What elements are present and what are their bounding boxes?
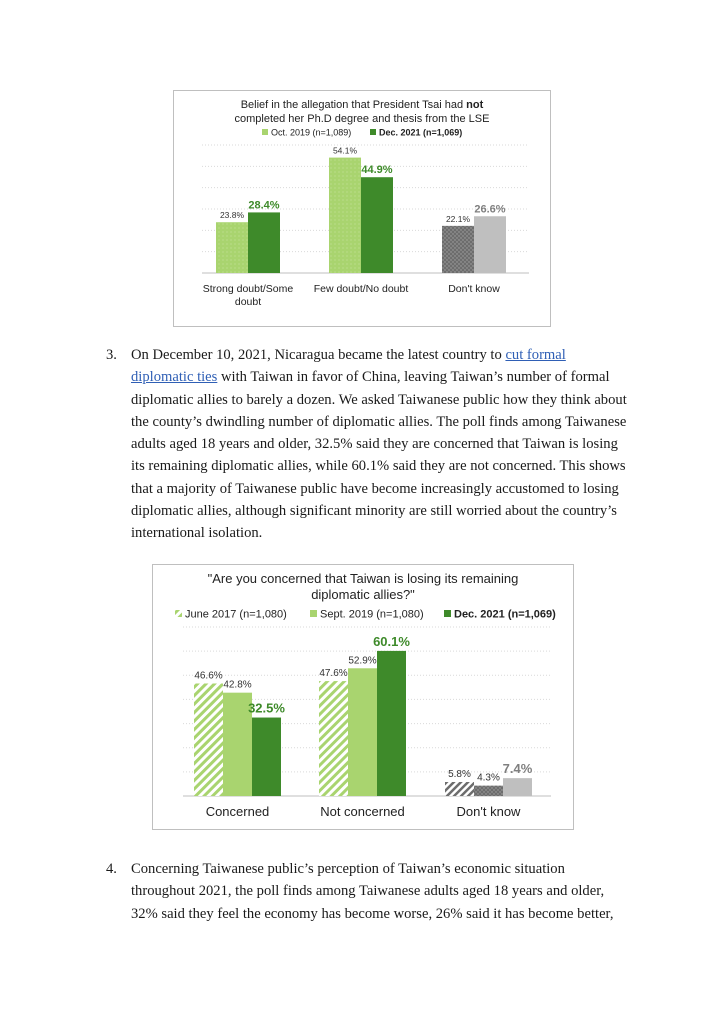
chart1-bar xyxy=(216,222,248,273)
chart-diplomatic-allies xyxy=(152,564,574,830)
chart2-bar xyxy=(252,718,281,796)
paragraph-4: Concerning Taiwanese public’s perception of Taiwan’s economic situation throughout 2021, the poll finds among Taiwanese adults aged 18 years and older, 32% said they feel the economy has become worse, 26% said it has become better, xyxy=(131,861,614,922)
chart1-legend xyxy=(262,128,462,138)
cut-formal-ties-link[interactable]: cut formal diplomatic ties xyxy=(131,347,566,386)
chart2-data-label: 52.9% xyxy=(348,655,377,667)
chart2-legend-swatch-2 xyxy=(444,610,451,617)
chart2-bar xyxy=(503,778,532,796)
chart1-title-line1: Belief in the allegation that President Tsai had not xyxy=(240,99,484,111)
chart2-legend-swatch-1 xyxy=(310,610,317,617)
chart2-title-line2: diplomatic allies?" xyxy=(311,587,415,602)
chart1-bar xyxy=(442,226,474,273)
chart1-category-label: Few doubt/No doubt xyxy=(313,283,409,295)
chart1-category-label: Don't know xyxy=(448,283,500,295)
chart2-legend-label-0: June 2017 (n=1,080) xyxy=(185,608,287,621)
chart2-category-labels xyxy=(206,804,521,819)
chart1-bar xyxy=(248,212,280,273)
chart2-title-line1: "Are you concerned that Taiwan is losing its remaining xyxy=(207,571,519,586)
chart2-data-label: 7.4% xyxy=(502,761,533,777)
chart1-legend-label-1: Dec. 2021 (n=1,069) xyxy=(379,127,463,138)
chart2-data-label: 42.8% xyxy=(223,679,252,691)
chart1-legend-swatch-1 xyxy=(370,129,376,135)
chart1-category-label: doubt xyxy=(234,296,262,308)
para3-text-2: with Taiwan in favor of China, leaving Taiwan’s number of formal diplomatic allies to barely a dozen. We asked Taiwanese public how they think about the county’s dwindling number of diplomatic allies. The poll finds among Taiwanese adults aged 18 years and older, 32.5% said they are concerned that Taiwan is losing its remaining diplomatic allies, while 60.1% said they are not concerned. This shows that a majority of Taiwanese public have become increasingly accustomed to losing diplomatic allies, although significant minority are still worried about the country’s international isolation. xyxy=(131,369,627,542)
item-number-4: 4. xyxy=(106,861,117,877)
chart2-bar xyxy=(377,651,406,796)
chart2-legend xyxy=(175,609,556,621)
chart1-title-line2: completed her Ph.D degree and thesis from the LSE xyxy=(234,113,490,125)
chart2-bar xyxy=(319,681,348,796)
item-number-3: 3. xyxy=(106,347,117,363)
chart1-data-label: 28.4% xyxy=(248,199,280,212)
chart2-bar xyxy=(474,786,503,796)
chart2-bar xyxy=(194,683,223,796)
chart-diplomatic-allies-svg xyxy=(153,565,573,829)
chart1-legend-label-0: Oct. 2019 (n=1,089) xyxy=(271,127,352,138)
chart2-legend-swatch-0 xyxy=(175,610,182,617)
chart2-data-label: 4.3% xyxy=(477,772,500,784)
chart1-data-label: 23.8% xyxy=(219,210,245,221)
paragraph-3 xyxy=(131,344,631,545)
chart2-legend-label-1: Sept. 2019 (n=1,080) xyxy=(320,608,424,621)
chart2-bar xyxy=(348,668,377,796)
chart2-category-label: Not concerned xyxy=(320,804,405,819)
chart1-bar xyxy=(329,158,361,273)
chart2-data-label: 47.6% xyxy=(319,668,348,680)
chart1-data-label: 26.6% xyxy=(474,203,506,216)
chart2-bar xyxy=(445,782,474,796)
chart-phd-allegation-svg xyxy=(174,91,550,326)
chart2-category-label: Don't know xyxy=(456,804,521,819)
chart1-data-label: 54.1% xyxy=(332,145,358,156)
chart1-legend-swatch-0 xyxy=(262,129,268,135)
chart1-data-label: 44.9% xyxy=(361,164,393,177)
para3-text-1: On December 10, 2021, Nicaragua became the latest country to xyxy=(131,347,506,363)
chart1-data-label: 22.1% xyxy=(445,213,471,224)
chart2-category-label: Concerned xyxy=(205,804,270,819)
chart1-bar xyxy=(474,216,506,273)
chart2-data-label: 46.6% xyxy=(194,670,223,682)
chart1-category-label: Strong doubt/Some xyxy=(202,283,294,295)
chart2-data-label: 32.5% xyxy=(248,700,285,716)
chart2-data-label: 5.8% xyxy=(448,768,471,780)
chart-phd-allegation xyxy=(173,90,551,327)
chart2-data-label: 60.1% xyxy=(373,633,410,649)
chart1-category-labels xyxy=(203,283,500,308)
chart2-legend-label-2: Dec. 2021 (n=1,069) xyxy=(454,608,556,621)
chart1-bar xyxy=(361,177,393,273)
